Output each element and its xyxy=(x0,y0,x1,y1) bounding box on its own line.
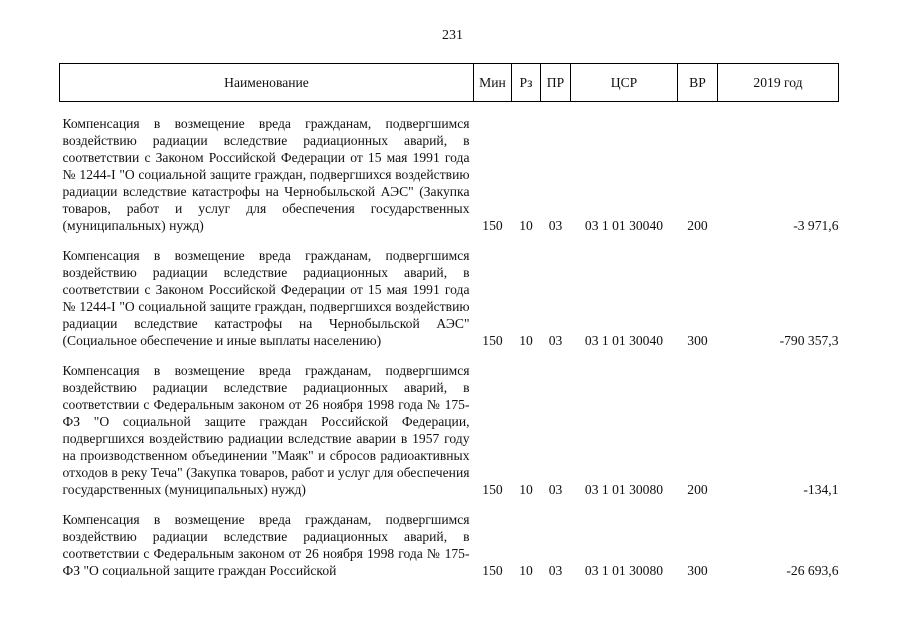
table-row xyxy=(60,234,839,349)
column-header-name: Наименование xyxy=(60,64,474,102)
column-header-vr: ВР xyxy=(678,64,718,102)
row-rz: 10 xyxy=(519,333,533,348)
column-header-min: Мин xyxy=(474,64,512,102)
row-min: 150 xyxy=(482,218,503,233)
column-header-pr: ПР xyxy=(541,64,571,102)
row-name: Компенсация в возмещение вреда гражданам, подвергшимся воздействию радиации вследствие радиационных аварий, в соответствии с Законом Российской Федерации от 15 мая 1991 года № 1244-I "О социальной защите граждан, подвергшихся воздействию радиации вследствие катастрофы на Чернобыльской АЭС" (Социальное обеспечение и иные выплаты населению) xyxy=(62,248,470,348)
row-name: Компенсация в возмещение вреда гражданам, подвергшимся воздействию радиации вследствие радиационных аварий, в соответствии с Федеральным законом от 26 ноября 1998 года № 175-ФЗ "О социальной защите граждан Российской Федерации, подвергшихся воздействию радиации вследствие аварии в 1957 году на производственном объединении "Маяк" и сбросов радиоактивных отходов в реку Теча" (Закупка товаров, работ и услуг для обеспечения государственных (муниципальных) нужд) xyxy=(62,363,470,497)
row-vr: 200 xyxy=(687,218,708,233)
row-pr: 03 xyxy=(548,482,563,497)
row-csr: 03 1 01 30040 xyxy=(584,218,664,233)
row-pr: 03 xyxy=(548,218,563,233)
table-row xyxy=(60,498,839,597)
column-header-csr: ЦСР xyxy=(571,64,678,102)
row-amount: -26 693,6 xyxy=(786,563,839,578)
row-name: Компенсация в возмещение вреда гражданам, подвергшимся воздействию радиации вследствие радиационных аварий, в соответствии с Федеральным законом от 26 ноября 1998 года № 175-ФЗ "О социальной защите граждан Российской xyxy=(62,512,470,578)
page-number: 231 xyxy=(442,28,463,43)
row-min: 150 xyxy=(482,563,503,578)
row-rz: 10 xyxy=(519,218,533,233)
row-rz: 10 xyxy=(519,563,533,578)
table-row xyxy=(60,102,839,235)
row-name: Компенсация в возмещение вреда гражданам, подвергшимся воздействию радиации вследствие радиационных аварий, в соответствии с Законом Российской Федерации от 15 мая 1991 года № 1244-I "О социальной защите граждан, подвергшихся воздействию радиации вследствие катастрофы на Чернобыльской АЭС" (Закупка товаров, работ и услуг для обеспечения государственных (муниципальных) нужд) xyxy=(62,116,470,233)
row-amount: -3 971,6 xyxy=(793,218,839,233)
row-csr: 03 1 01 30080 xyxy=(584,563,664,578)
table-header xyxy=(60,64,839,102)
row-vr: 300 xyxy=(687,333,708,348)
row-csr: 03 1 01 30040 xyxy=(584,333,664,348)
row-csr: 03 1 01 30080 xyxy=(584,482,664,497)
budget-table xyxy=(59,63,839,597)
row-pr: 03 xyxy=(548,333,563,348)
row-amount: -790 357,3 xyxy=(779,333,839,348)
table-row xyxy=(60,349,839,498)
column-header-rz: Рз xyxy=(512,64,541,102)
row-min: 150 xyxy=(482,482,503,497)
row-vr: 200 xyxy=(687,482,708,497)
row-rz: 10 xyxy=(519,482,533,497)
row-vr: 300 xyxy=(687,563,708,578)
row-min: 150 xyxy=(482,333,503,348)
row-pr: 03 xyxy=(548,563,563,578)
table-body xyxy=(60,102,839,598)
column-header-year: 2019 год xyxy=(718,64,839,102)
row-amount: -134,1 xyxy=(803,482,839,497)
